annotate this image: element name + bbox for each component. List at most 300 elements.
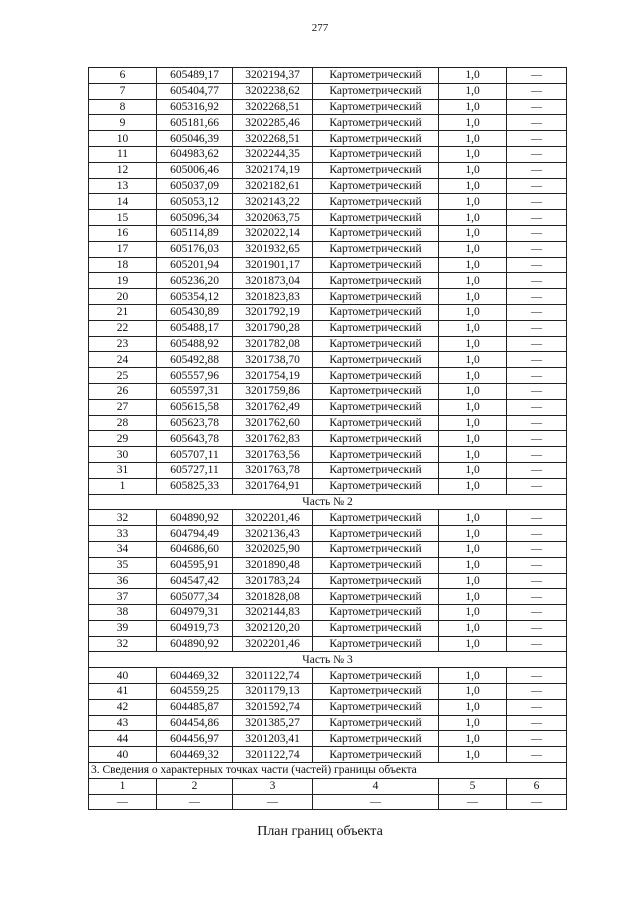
accuracy-cell: 1,0 <box>439 557 507 573</box>
description-cell: — <box>507 699 567 715</box>
accuracy-cell: 1,0 <box>439 257 507 273</box>
description-cell: — <box>507 668 567 684</box>
y-coordinate: 3201828,08 <box>233 589 313 605</box>
y-coordinate: 3201932,65 <box>233 241 313 257</box>
method-cell: Картометрический <box>313 194 439 210</box>
x-coordinate: 604890,92 <box>157 510 233 526</box>
point-number: 30 <box>89 447 157 463</box>
y-coordinate: 3202120,20 <box>233 620 313 636</box>
table-row <box>89 478 567 494</box>
point-number: 10 <box>89 131 157 147</box>
y-coordinate: 3201122,74 <box>233 747 313 763</box>
method-cell: Картометрический <box>313 146 439 162</box>
accuracy-cell: 1,0 <box>439 131 507 147</box>
section3-value: — <box>439 794 507 810</box>
point-number: 26 <box>89 383 157 399</box>
method-cell: Картометрический <box>313 241 439 257</box>
part-header-row <box>89 652 567 668</box>
y-coordinate: 3202022,14 <box>233 225 313 241</box>
accuracy-cell: 1,0 <box>439 241 507 257</box>
description-cell: — <box>507 447 567 463</box>
description-cell: — <box>507 352 567 368</box>
method-cell: Картометрический <box>313 731 439 747</box>
y-coordinate: 3202182,61 <box>233 178 313 194</box>
description-cell: — <box>507 415 567 431</box>
table-row <box>89 225 567 241</box>
table-row <box>89 194 567 210</box>
method-cell: Картометрический <box>313 320 439 336</box>
accuracy-cell: 1,0 <box>439 336 507 352</box>
point-number: 8 <box>89 99 157 115</box>
table-row <box>89 668 567 684</box>
description-cell: — <box>507 320 567 336</box>
x-coordinate: 605825,33 <box>157 478 233 494</box>
description-cell: — <box>507 99 567 115</box>
point-number: 42 <box>89 699 157 715</box>
point-number: 32 <box>89 510 157 526</box>
x-coordinate: 604595,91 <box>157 557 233 573</box>
description-cell: — <box>507 194 567 210</box>
method-cell: Картометрический <box>313 178 439 194</box>
method-cell: Картометрический <box>313 573 439 589</box>
plan-heading: План границ объекта <box>257 824 383 839</box>
point-number: 25 <box>89 368 157 384</box>
section3-value: — <box>313 794 439 810</box>
accuracy-cell: 1,0 <box>439 620 507 636</box>
y-coordinate: 3202285,46 <box>233 115 313 131</box>
accuracy-cell: 1,0 <box>439 320 507 336</box>
method-cell: Картометрический <box>313 715 439 731</box>
point-number: 6 <box>89 68 157 84</box>
y-coordinate: 3202063,75 <box>233 210 313 226</box>
table-row <box>89 747 567 763</box>
x-coordinate: 605492,88 <box>157 352 233 368</box>
table-row <box>89 605 567 621</box>
description-cell: — <box>507 68 567 84</box>
description-cell: — <box>507 210 567 226</box>
x-coordinate: 604983,62 <box>157 146 233 162</box>
description-cell: — <box>507 557 567 573</box>
accuracy-cell: 1,0 <box>439 462 507 478</box>
y-coordinate: 3201122,74 <box>233 668 313 684</box>
method-cell: Картометрический <box>313 115 439 131</box>
table-row <box>89 541 567 557</box>
description-cell: — <box>507 368 567 384</box>
description-cell: — <box>507 478 567 494</box>
y-coordinate: 3202136,43 <box>233 526 313 542</box>
method-cell: Картометрический <box>313 399 439 415</box>
y-coordinate: 3201792,19 <box>233 304 313 320</box>
x-coordinate: 605404,77 <box>157 83 233 99</box>
x-coordinate: 605557,96 <box>157 368 233 384</box>
point-number: 14 <box>89 194 157 210</box>
table-row <box>89 257 567 273</box>
y-coordinate: 3202201,46 <box>233 510 313 526</box>
method-cell: Картометрический <box>313 478 439 494</box>
section3-title-row <box>89 763 567 779</box>
y-coordinate: 3201179,13 <box>233 684 313 700</box>
x-coordinate: 605615,58 <box>157 399 233 415</box>
section3-column-header: 5 <box>439 778 507 794</box>
table-row <box>89 383 567 399</box>
description-cell: — <box>507 526 567 542</box>
accuracy-cell: 1,0 <box>439 415 507 431</box>
accuracy-cell: 1,0 <box>439 589 507 605</box>
table-row <box>89 320 567 336</box>
y-coordinate: 3202144,83 <box>233 605 313 621</box>
description-cell: — <box>507 115 567 131</box>
y-coordinate: 3201738,70 <box>233 352 313 368</box>
x-coordinate: 604919,73 <box>157 620 233 636</box>
x-coordinate: 605053,12 <box>157 194 233 210</box>
point-number: 22 <box>89 320 157 336</box>
table-row <box>89 731 567 747</box>
section3-column-header: 1 <box>89 778 157 794</box>
y-coordinate: 3201592,74 <box>233 699 313 715</box>
point-number: 43 <box>89 715 157 731</box>
description-cell: — <box>507 636 567 652</box>
y-coordinate: 3201203,41 <box>233 731 313 747</box>
table-row <box>89 431 567 447</box>
description-cell: — <box>507 383 567 399</box>
table-row <box>89 162 567 178</box>
accuracy-cell: 1,0 <box>439 684 507 700</box>
y-coordinate: 3202268,51 <box>233 99 313 115</box>
x-coordinate: 605236,20 <box>157 273 233 289</box>
description-cell: — <box>507 684 567 700</box>
table-row <box>89 447 567 463</box>
x-coordinate: 604485,87 <box>157 699 233 715</box>
accuracy-cell: 1,0 <box>439 178 507 194</box>
x-coordinate: 605488,92 <box>157 336 233 352</box>
table-row <box>89 336 567 352</box>
section3-value: — <box>89 794 157 810</box>
table-row <box>89 68 567 84</box>
part-label: Часть № 3 <box>89 652 567 668</box>
point-number: 18 <box>89 257 157 273</box>
table-row <box>89 557 567 573</box>
x-coordinate: 605077,34 <box>157 589 233 605</box>
x-coordinate: 604979,31 <box>157 605 233 621</box>
x-coordinate: 605176,03 <box>157 241 233 257</box>
accuracy-cell: 1,0 <box>439 99 507 115</box>
x-coordinate: 604890,92 <box>157 636 233 652</box>
point-number: 28 <box>89 415 157 431</box>
x-coordinate: 605316,92 <box>157 99 233 115</box>
x-coordinate: 605201,94 <box>157 257 233 273</box>
description-cell: — <box>507 241 567 257</box>
x-coordinate: 604794,49 <box>157 526 233 542</box>
table-row <box>89 131 567 147</box>
y-coordinate: 3202244,35 <box>233 146 313 162</box>
method-cell: Картометрический <box>313 510 439 526</box>
description-cell: — <box>507 146 567 162</box>
description-cell: — <box>507 131 567 147</box>
point-number: 29 <box>89 431 157 447</box>
section3-value: — <box>233 794 313 810</box>
method-cell: Картометрический <box>313 368 439 384</box>
table-row <box>89 241 567 257</box>
point-number: 32 <box>89 636 157 652</box>
accuracy-cell: 1,0 <box>439 225 507 241</box>
y-coordinate: 3201890,48 <box>233 557 313 573</box>
accuracy-cell: 1,0 <box>439 668 507 684</box>
table-row <box>89 415 567 431</box>
x-coordinate: 605489,17 <box>157 68 233 84</box>
description-cell: — <box>507 431 567 447</box>
table-row <box>89 699 567 715</box>
x-coordinate: 605006,46 <box>157 162 233 178</box>
method-cell: Картометрический <box>313 83 439 99</box>
description-cell: — <box>507 178 567 194</box>
method-cell: Картометрический <box>313 210 439 226</box>
accuracy-cell: 1,0 <box>439 541 507 557</box>
y-coordinate: 3201759,86 <box>233 383 313 399</box>
accuracy-cell: 1,0 <box>439 115 507 131</box>
description-cell: — <box>507 620 567 636</box>
method-cell: Картометрический <box>313 636 439 652</box>
y-coordinate: 3201790,28 <box>233 320 313 336</box>
y-coordinate: 3202174,19 <box>233 162 313 178</box>
accuracy-cell: 1,0 <box>439 715 507 731</box>
table-row <box>89 684 567 700</box>
point-number: 9 <box>89 115 157 131</box>
table-row <box>89 178 567 194</box>
x-coordinate: 605354,12 <box>157 289 233 305</box>
method-cell: Картометрический <box>313 352 439 368</box>
table-row <box>89 99 567 115</box>
point-number: 35 <box>89 557 157 573</box>
table-row <box>89 510 567 526</box>
method-cell: Картометрический <box>313 668 439 684</box>
part-header-row <box>89 494 567 510</box>
point-number: 20 <box>89 289 157 305</box>
x-coordinate: 605114,89 <box>157 225 233 241</box>
description-cell: — <box>507 605 567 621</box>
x-coordinate: 605707,11 <box>157 447 233 463</box>
point-number: 44 <box>89 731 157 747</box>
section3-column-header: 3 <box>233 778 313 794</box>
point-number: 38 <box>89 605 157 621</box>
point-number: 19 <box>89 273 157 289</box>
description-cell: — <box>507 747 567 763</box>
method-cell: Картометрический <box>313 605 439 621</box>
table-row <box>89 304 567 320</box>
y-coordinate: 3202268,51 <box>233 131 313 147</box>
y-coordinate: 3201385,27 <box>233 715 313 731</box>
method-cell: Картометрический <box>313 589 439 605</box>
accuracy-cell: 1,0 <box>439 699 507 715</box>
accuracy-cell: 1,0 <box>439 399 507 415</box>
method-cell: Картометрический <box>313 684 439 700</box>
y-coordinate: 3201762,60 <box>233 415 313 431</box>
section3-title: 3. Сведения о характерных точках части (частей) границы объекта <box>89 763 567 779</box>
description-cell: — <box>507 715 567 731</box>
method-cell: Картометрический <box>313 257 439 273</box>
point-number: 12 <box>89 162 157 178</box>
section3-value: — <box>157 794 233 810</box>
y-coordinate: 3202025,90 <box>233 541 313 557</box>
table-row <box>89 289 567 305</box>
description-cell: — <box>507 510 567 526</box>
accuracy-cell: 1,0 <box>439 573 507 589</box>
accuracy-cell: 1,0 <box>439 68 507 84</box>
x-coordinate: 605643,78 <box>157 431 233 447</box>
x-coordinate: 604469,32 <box>157 668 233 684</box>
x-coordinate: 604456,97 <box>157 731 233 747</box>
accuracy-cell: 1,0 <box>439 194 507 210</box>
point-number: 33 <box>89 526 157 542</box>
table-row <box>89 352 567 368</box>
section3-value-row <box>89 794 567 810</box>
description-cell: — <box>507 83 567 99</box>
y-coordinate: 3201782,08 <box>233 336 313 352</box>
table-row <box>89 146 567 162</box>
page-number: 277 <box>311 22 329 34</box>
method-cell: Картометрический <box>313 557 439 573</box>
x-coordinate: 605597,31 <box>157 383 233 399</box>
y-coordinate: 3201783,24 <box>233 573 313 589</box>
x-coordinate: 604454,86 <box>157 715 233 731</box>
x-coordinate: 605096,34 <box>157 210 233 226</box>
table-row <box>89 526 567 542</box>
point-number: 21 <box>89 304 157 320</box>
method-cell: Картометрический <box>313 383 439 399</box>
x-coordinate: 605623,78 <box>157 415 233 431</box>
accuracy-cell: 1,0 <box>439 368 507 384</box>
accuracy-cell: 1,0 <box>439 605 507 621</box>
table-row <box>89 399 567 415</box>
method-cell: Картометрический <box>313 541 439 557</box>
point-number: 23 <box>89 336 157 352</box>
y-coordinate: 3201762,83 <box>233 431 313 447</box>
x-coordinate: 604559,25 <box>157 684 233 700</box>
y-coordinate: 3202238,62 <box>233 83 313 99</box>
point-number: 15 <box>89 210 157 226</box>
x-coordinate: 605037,09 <box>157 178 233 194</box>
method-cell: Картометрический <box>313 415 439 431</box>
method-cell: Картометрический <box>313 99 439 115</box>
description-cell: — <box>507 304 567 320</box>
x-coordinate: 605430,89 <box>157 304 233 320</box>
table-row <box>89 368 567 384</box>
point-number: 13 <box>89 178 157 194</box>
part-label: Часть № 2 <box>89 494 567 510</box>
accuracy-cell: 1,0 <box>439 731 507 747</box>
method-cell: Картометрический <box>313 289 439 305</box>
description-cell: — <box>507 336 567 352</box>
x-coordinate: 605046,39 <box>157 131 233 147</box>
x-coordinate: 604686,60 <box>157 541 233 557</box>
y-coordinate: 3202201,46 <box>233 636 313 652</box>
table-row <box>89 83 567 99</box>
method-cell: Картометрический <box>313 131 439 147</box>
section3-column-header: 4 <box>313 778 439 794</box>
table-row <box>89 620 567 636</box>
point-number: 39 <box>89 620 157 636</box>
description-cell: — <box>507 589 567 605</box>
accuracy-cell: 1,0 <box>439 146 507 162</box>
accuracy-cell: 1,0 <box>439 273 507 289</box>
x-coordinate: 605181,66 <box>157 115 233 131</box>
description-cell: — <box>507 731 567 747</box>
table-row <box>89 589 567 605</box>
description-cell: — <box>507 399 567 415</box>
description-cell: — <box>507 273 567 289</box>
method-cell: Картометрический <box>313 462 439 478</box>
section3-column-header: 6 <box>507 778 567 794</box>
method-cell: Картометрический <box>313 336 439 352</box>
description-cell: — <box>507 289 567 305</box>
boundary-points-table <box>88 67 567 810</box>
y-coordinate: 3201754,19 <box>233 368 313 384</box>
section3-value: — <box>507 794 567 810</box>
x-coordinate: 605488,17 <box>157 320 233 336</box>
x-coordinate: 604469,32 <box>157 747 233 763</box>
y-coordinate: 3202143,22 <box>233 194 313 210</box>
y-coordinate: 3201763,56 <box>233 447 313 463</box>
accuracy-cell: 1,0 <box>439 83 507 99</box>
accuracy-cell: 1,0 <box>439 431 507 447</box>
table-row <box>89 636 567 652</box>
accuracy-cell: 1,0 <box>439 478 507 494</box>
accuracy-cell: 1,0 <box>439 210 507 226</box>
method-cell: Картометрический <box>313 273 439 289</box>
method-cell: Картометрический <box>313 304 439 320</box>
table-row <box>89 715 567 731</box>
point-number: 31 <box>89 462 157 478</box>
y-coordinate: 3201762,49 <box>233 399 313 415</box>
point-number: 17 <box>89 241 157 257</box>
table-row <box>89 273 567 289</box>
point-number: 40 <box>89 668 157 684</box>
section3-header-row <box>89 778 567 794</box>
accuracy-cell: 1,0 <box>439 383 507 399</box>
method-cell: Картометрический <box>313 620 439 636</box>
point-number: 34 <box>89 541 157 557</box>
method-cell: Картометрический <box>313 747 439 763</box>
point-number: 27 <box>89 399 157 415</box>
point-number: 40 <box>89 747 157 763</box>
description-cell: — <box>507 573 567 589</box>
accuracy-cell: 1,0 <box>439 447 507 463</box>
y-coordinate: 3201901,17 <box>233 257 313 273</box>
point-number: 11 <box>89 146 157 162</box>
method-cell: Картометрический <box>313 68 439 84</box>
accuracy-cell: 1,0 <box>439 304 507 320</box>
table-row <box>89 210 567 226</box>
method-cell: Картометрический <box>313 431 439 447</box>
description-cell: — <box>507 462 567 478</box>
y-coordinate: 3201764,91 <box>233 478 313 494</box>
point-number: 36 <box>89 573 157 589</box>
description-cell: — <box>507 162 567 178</box>
point-number: 16 <box>89 225 157 241</box>
method-cell: Картометрический <box>313 447 439 463</box>
y-coordinate: 3201823,83 <box>233 289 313 305</box>
method-cell: Картометрический <box>313 699 439 715</box>
accuracy-cell: 1,0 <box>439 289 507 305</box>
description-cell: — <box>507 257 567 273</box>
method-cell: Картометрический <box>313 162 439 178</box>
y-coordinate: 3202194,37 <box>233 68 313 84</box>
point-number: 37 <box>89 589 157 605</box>
y-coordinate: 3201763,78 <box>233 462 313 478</box>
table-body <box>89 68 567 810</box>
accuracy-cell: 1,0 <box>439 510 507 526</box>
description-cell: — <box>507 541 567 557</box>
description-cell: — <box>507 225 567 241</box>
